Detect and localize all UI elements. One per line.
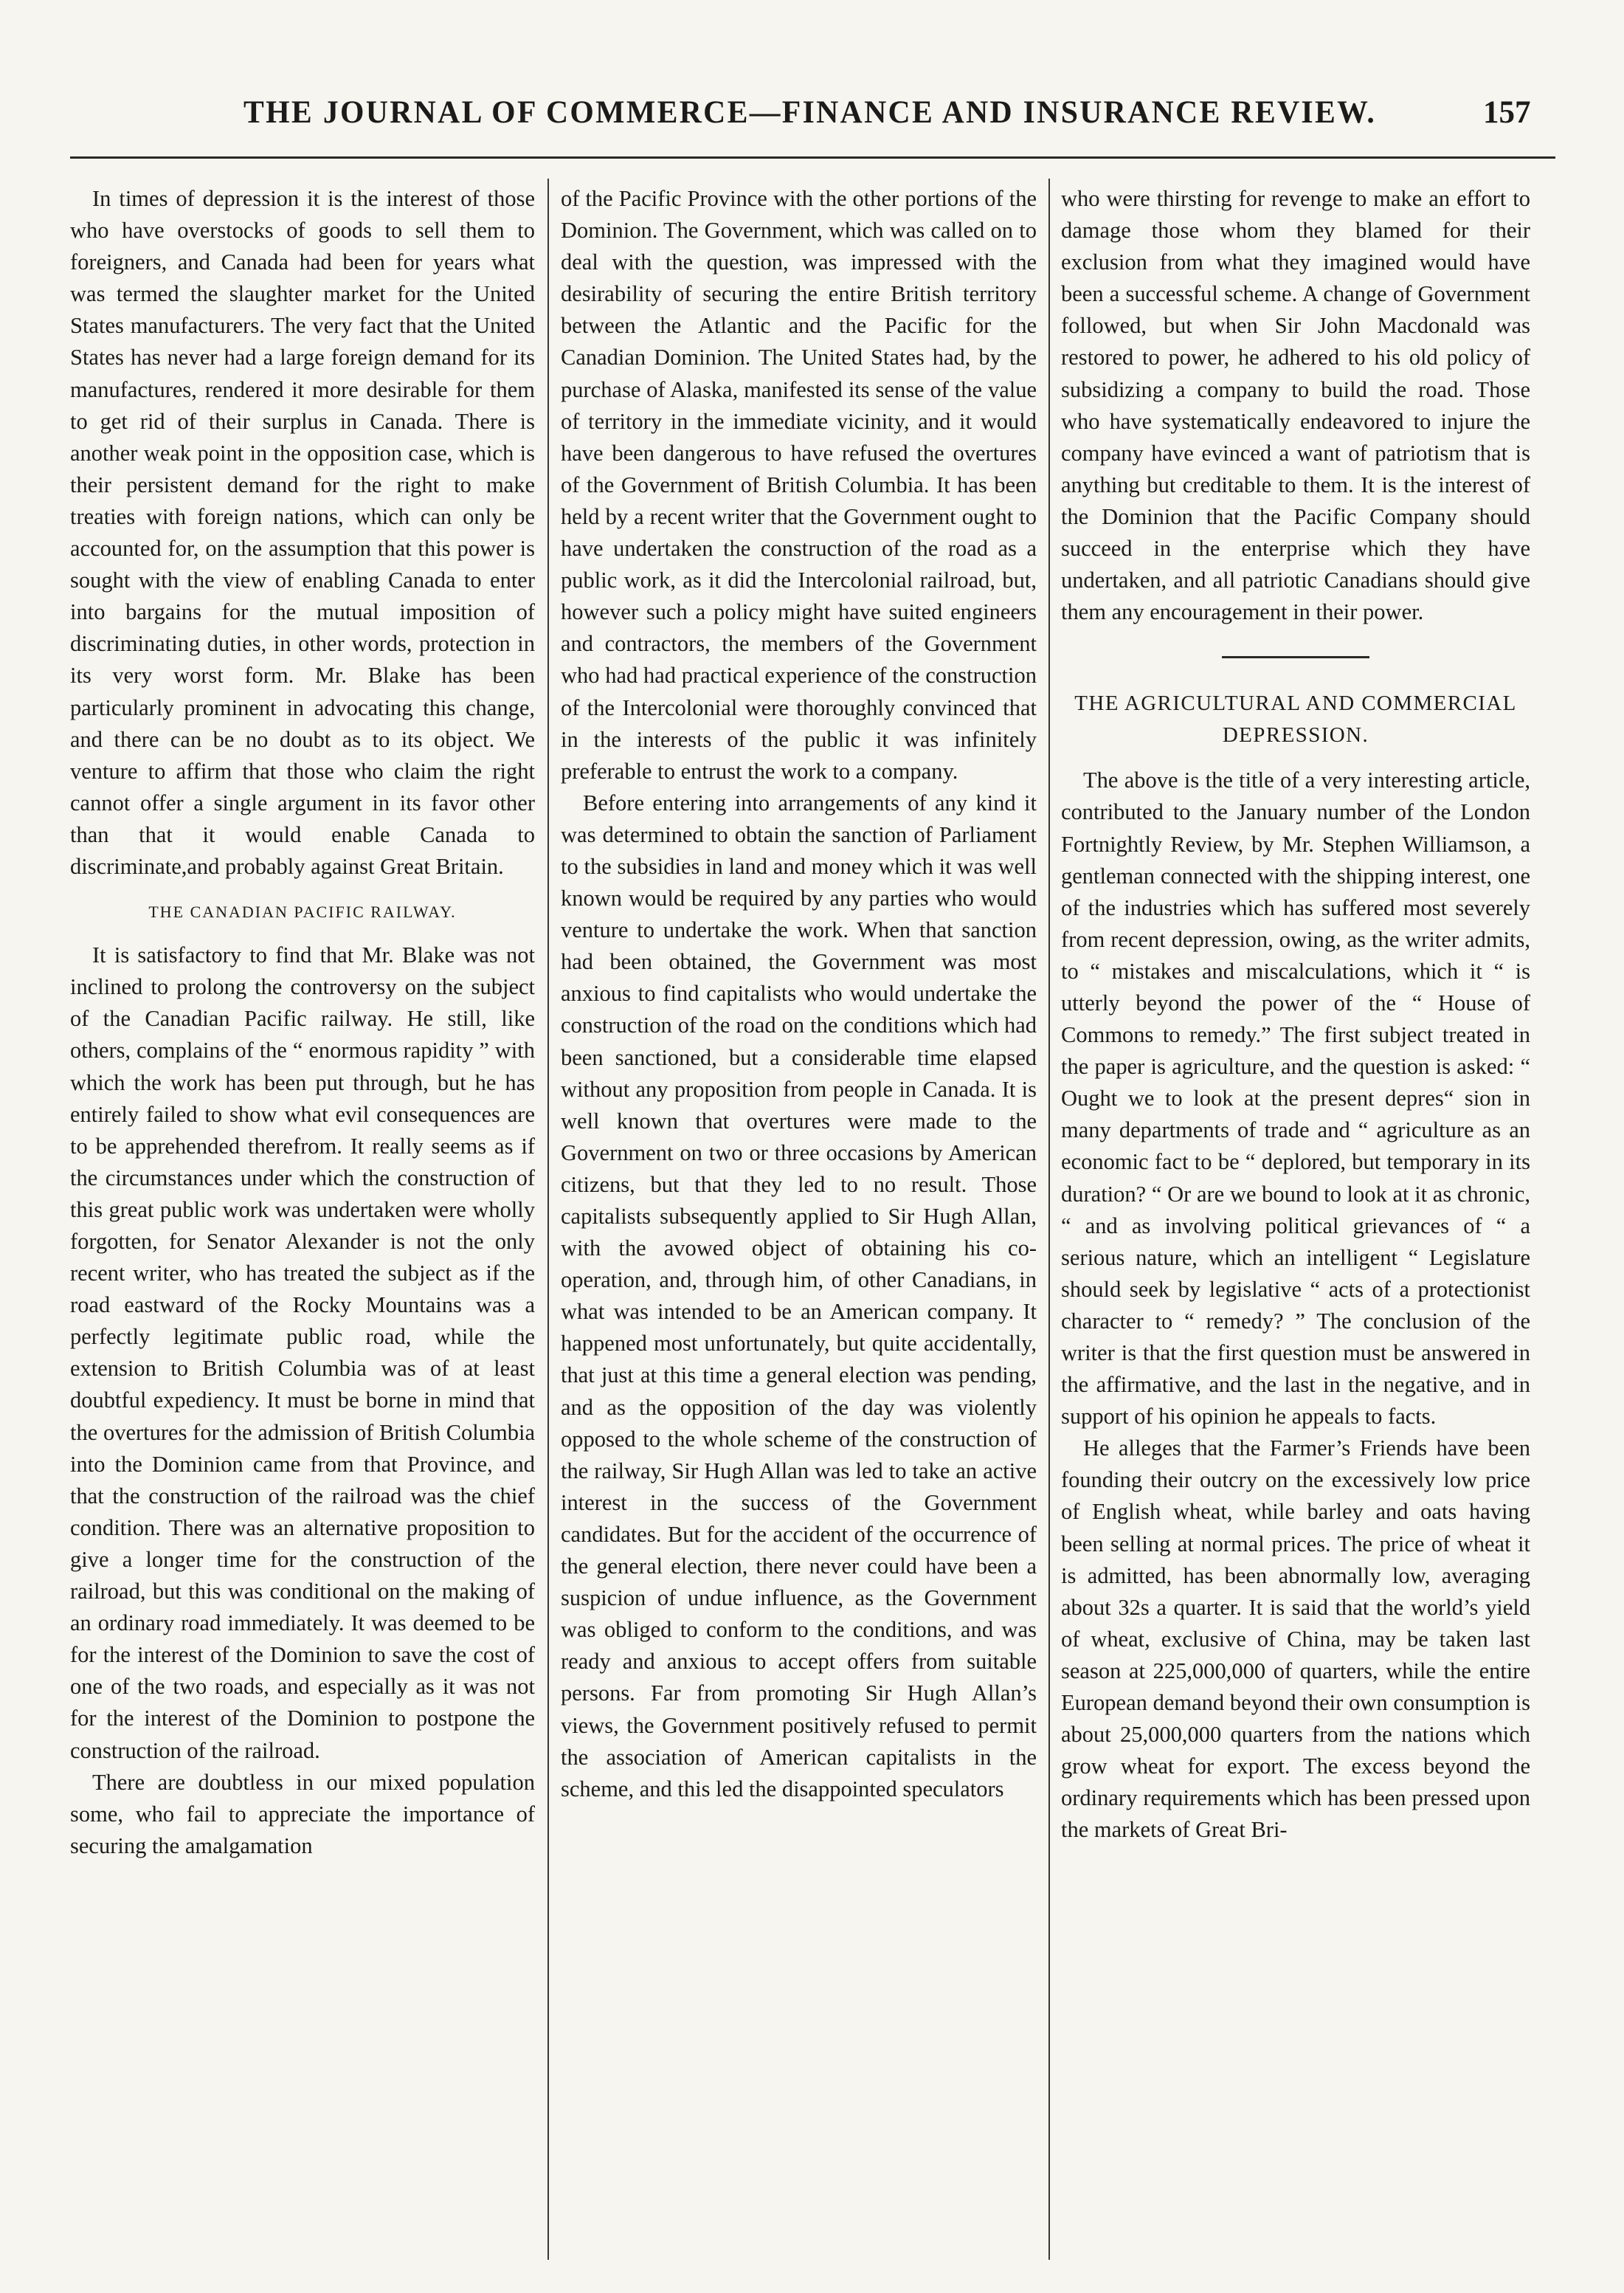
paragraph: There are doubtless in our mixed population some, who fail to appreciate the importance of securing the amalgamation [70, 1769, 535, 1858]
running-title: THE JOURNAL OF COMMERCE—FINANCE AND INSURANCE REVIEW. [243, 95, 1377, 130]
column-3 [1061, 183, 1530, 2272]
page-header [0, 94, 1624, 154]
paragraph: Before entering into arrangements of any kind it was determined to obtain the sanction of Parliament to the subsidies in land and money which it was well known would be required by any parties who would venture to undertake the work. When that sanction had been obtained, the Government was most anxious to find capitalists who would undertake the construction of the road on the conditions which had been sanctioned, but a considerable time elapsed without any proposition from people in Canada. It is well known that overtures were made to the Government on two or three occasions by American citizens, but that they led to no result. Those capitalists subsequently applied to Sir Hugh Allan, with the avowed object of obtaining his co-operation, and, through him, of other Canadians, in what was intended to be an American company. It happened most unfortunately, but quite accidentally, that just at this time a general election was pending, and as the opposition of the day was violently opposed to the whole scheme of the construction of the railway, Sir Hugh Allan was led to take an active interest in the success of the Government candidates. But for the accident of the occurrence of the general election, there never could have been a suspicion of undue influence, as the Government was obliged to conform to the conditions, and was ready and anxious to accept offers from suitable persons. Far from promoting Sir Hugh Allan’s views, the Government positively refused to permit the association of American capitalists in the scheme, and this led the disappointed speculators [561, 790, 1037, 1801]
column-2 [561, 183, 1037, 2272]
column-divider [1048, 179, 1050, 2260]
paragraph: The above is the title of a very interesting article, contributed to the January number of the London Fortnightly Review, by Mr. Stephen Williamson, a gentleman connected with the shipping interest, one of the industries which has suffered most severely from recent depression, owing, as the writer admits, to “ mistakes and miscalculations, which it “ is utterly beyond the power of the “ House of Commons to remedy.” The first subject treated in the paper is agriculture, and the question is asked: “ Ought we to look at the present depres“ sion in many departments of trade and “ agriculture as an economic fact to be “ deplored, but temporary in its duration? “ Or are we bound to look at it as chronic, “ and as involving political grievances of “ a serious nature, which an intelligent “ Legislature should seek by legislative “ acts of a protectionist character to “ remedy? ” The conclusion of the writer is that the first question must be answered in the affirmative, and the last in the negative, and in support of his opinion he appeals to facts. [1061, 768, 1530, 1430]
paragraph: It is satisfactory to find that Mr. Blake was not inclined to prolong the controversy on the subject of the Canadian Pacific railway. He still, like others, complains of the “ enormous rapidity ” with which the work has been put through, but he has entirely failed to show what evil consequences are to be apprehended therefrom. It really seems as if the circumstances under which the construction of this great public work was undertaken were wholly forgotten, for Senator Alexander is not the only recent writer, who has treated the subject as if the road eastward of the Rocky Mountains was a perfectly legitimate public road, while the extension to British Columbia was of at least doubtful expediency. It must be borne in mind that the overtures for the admission of British Columbia into the Dominion came from that Province, and that the construction of the railroad was the chief condition. There was an alternative proposition to give a longer time for the construction of the railroad, but this was conditional on the making of an ordinary road immediately. It was deemed to be for the interest of the Dominion to save the cost of one of the two roads, and especially as it was not for the interest of the Dominion to postpone the construction of the railroad. [70, 942, 535, 1763]
section-subhead: THE CANADIAN PACIFIC RAILWAY. [148, 903, 457, 922]
header-rule [70, 156, 1555, 159]
paragraph: of the Pacific Province with the other portions of the Dominion. The Government, which was called on to deal with the question, was impressed with the desirability of securing the entire British territory between the Atlantic and the Pacific for the Canadian Dominion. The United States had, by the purchase of Alaska, manifested its sense of the value of territory in the immediate vicinity, and it would have been dangerous to have refused the overtures of the Government of British Columbia. It has been held by a recent writer that the Government ought to have undertaken the construction of the road as a public work, as it did the Intercolonial railroad, but, however such a policy might have suited engineers and contractors, the members of the Government who had had practical experience of the construction of the Intercolonial were thoroughly convinced that in the interests of the public it was infinitely preferable to entrust the work to a company. [561, 186, 1037, 784]
page-number: 157 [1483, 95, 1531, 130]
article-heading: THE AGRICULTURAL AND COMMERCIAL DEPRESSION. [1074, 692, 1517, 748]
paragraph: In times of depression it is the interest of those who have overstocks of goods to sell them to foreigners, and Canada had been for years what was termed the slaughter market for the United States manufacturers. The very fact that the United States has never had a large foreign demand for its manufactures, rendered it more desirable for them to get rid of their surplus in Canada. There is another weak point in the opposition case, which is their persistent demand for the right to make treaties with foreign nations, which can only be accounted for, on the assumption that this power is sought with the view of enabling Canada to enter into bargains for the mutual imposition of discriminating duties, in other words, protection in its very worst form. Mr. Blake has been particularly prominent in advocating this change, and there can be no doubt as to its object. We venture to affirm that those who claim the right cannot offer a single argument in its favor other than that it would enable Canada to discriminate,and probably against Great Britain. [70, 186, 535, 879]
section-divider [1222, 656, 1369, 658]
paragraph: who were thirsting for revenge to make an effort to damage those whom they blamed for their exclusion from what they imagined would have been a successful scheme. A change of Government followed, but when Sir John Macdonald was restored to power, he adhered to his old policy of subsidizing a company to build the road. Those who have systematically endeavored to injure the company have evinced a want of patriotism that is anything but creditable to them. It is the interest of the Dominion that the Pacific Company should succeed in the enterprise which they have undertaken, and all patriotic Canadians should give them any encouragement in their power. [1061, 186, 1530, 625]
column-1 [70, 183, 535, 2272]
column-divider [547, 179, 549, 2260]
paragraph: He alleges that the Farmer’s Friends have been founding their outcry on the excessively low price of English wheat, while barley and oats having been selling at normal prices. The price of wheat it is admitted, has been abnormally low, averaging about 32s a quarter. It is said that the world’s yield of wheat, exclusive of China, may be taken last season at 225,000,000 of quarters, while the entire European demand beyond their own consumption is about 25,000,000 quarters from the nations which grow wheat for export. The excess beyond the ordinary requirements which has been pressed upon the markets of Great Bri- [1061, 1435, 1530, 1843]
